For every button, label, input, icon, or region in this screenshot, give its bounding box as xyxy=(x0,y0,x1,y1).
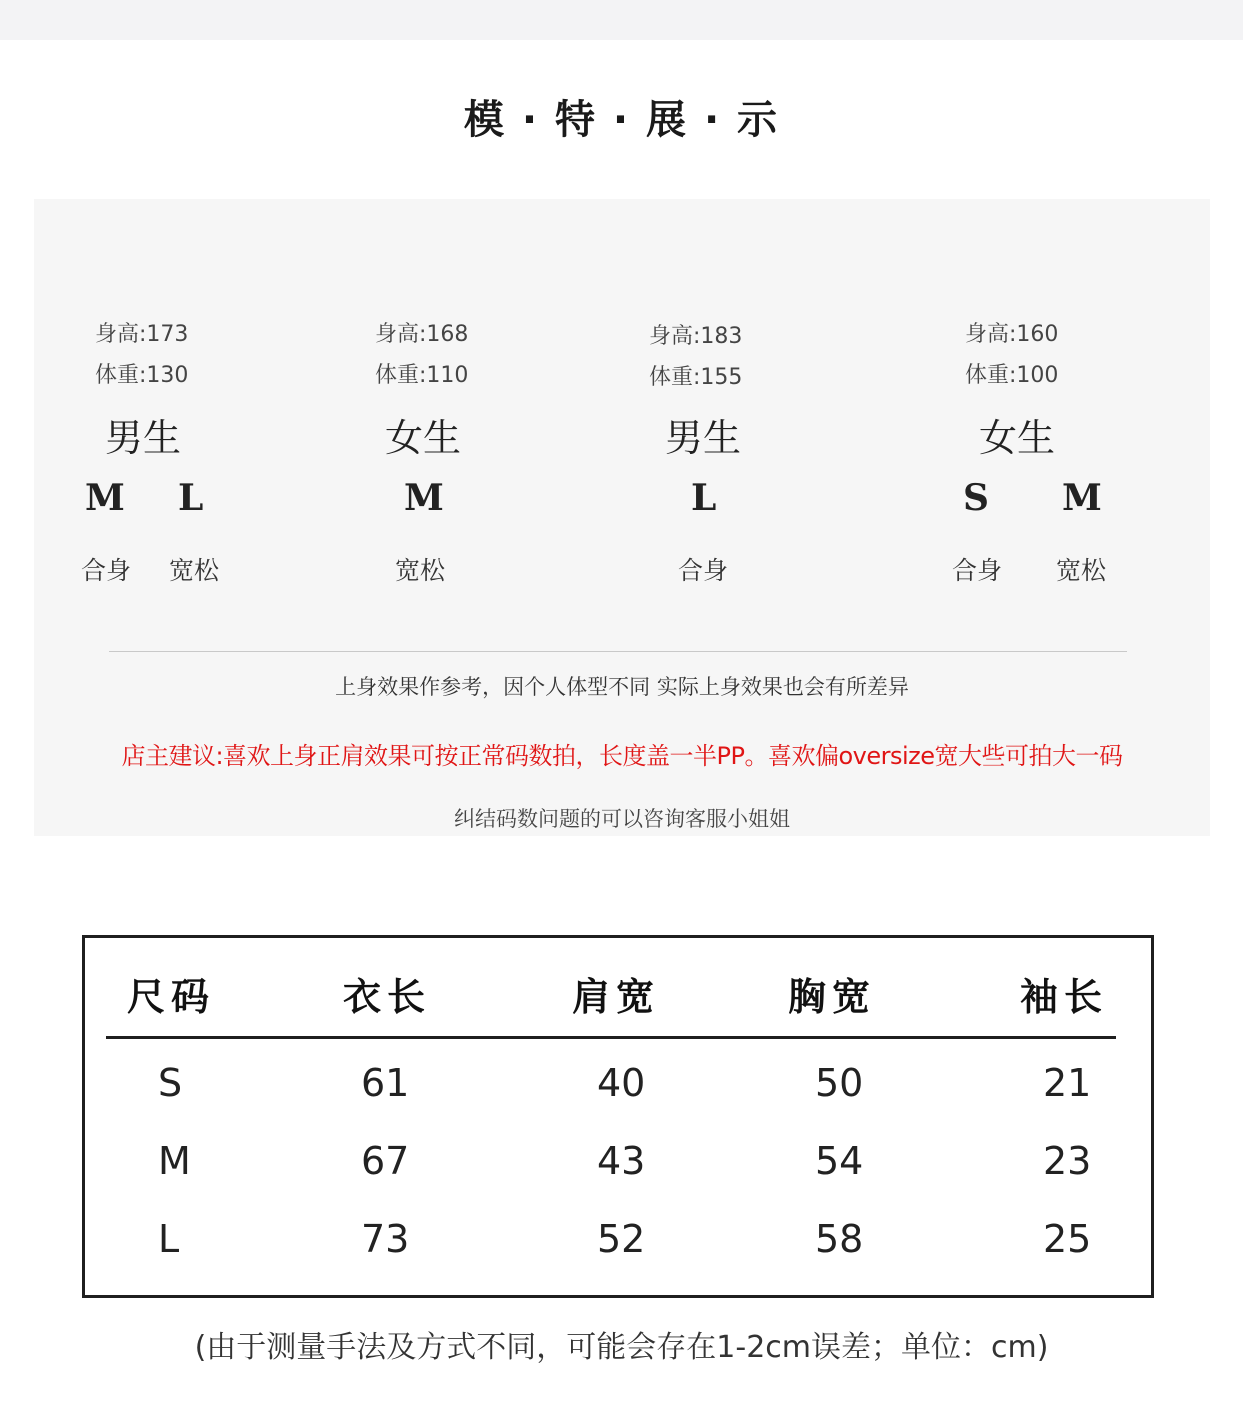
table-header-chest: 胸宽 xyxy=(788,975,877,1019)
table-cell: 43 xyxy=(597,1139,646,1183)
table-cell: 58 xyxy=(815,1217,864,1261)
model-height: 身高:168 xyxy=(375,322,469,347)
table-cell: M xyxy=(158,1139,191,1183)
fit-reference-note: 上身效果作参考，因个人体型不同 实际上身效果也会有所差异 xyxy=(335,675,909,699)
model-fit: 宽松 xyxy=(169,556,220,585)
table-cell: 54 xyxy=(815,1139,864,1183)
table-cell: 40 xyxy=(597,1061,646,1105)
size-table xyxy=(82,935,1154,1298)
model-size: M xyxy=(85,477,125,519)
table-header-sleeve: 袖长 xyxy=(1020,975,1109,1019)
table-cell: 52 xyxy=(597,1217,646,1261)
top-strip xyxy=(0,0,1243,40)
model-fit: 合身 xyxy=(81,556,132,585)
model-weight: 体重:110 xyxy=(375,363,469,388)
customer-service-note: 纠结码数问题的可以咨询客服小姐姐 xyxy=(454,807,790,831)
model-height: 身高:183 xyxy=(649,324,743,349)
model-size: L xyxy=(691,477,717,519)
table-header-shoulder: 肩宽 xyxy=(572,975,661,1019)
model-gender: 男生 xyxy=(105,416,182,460)
model-weight: 体重:100 xyxy=(965,363,1059,388)
model-height: 身高:173 xyxy=(95,322,189,347)
model-fit: 宽松 xyxy=(395,556,446,585)
model-weight: 体重:130 xyxy=(95,363,189,388)
table-cell: S xyxy=(158,1061,183,1105)
table-cell: 67 xyxy=(361,1139,410,1183)
model-size: S xyxy=(963,477,989,519)
model-size: L xyxy=(178,477,204,519)
table-cell: 61 xyxy=(361,1061,410,1105)
table-cell: 23 xyxy=(1043,1139,1092,1183)
model-fit: 合身 xyxy=(952,556,1003,585)
model-gender: 女生 xyxy=(385,416,462,460)
model-weight: 体重:155 xyxy=(649,365,743,390)
model-gender: 女生 xyxy=(979,416,1056,460)
model-size: M xyxy=(1062,477,1102,519)
table-cell: 21 xyxy=(1043,1061,1092,1105)
table-header-size: 尺码 xyxy=(127,975,216,1019)
model-fit: 合身 xyxy=(678,556,729,585)
table-header-length: 衣长 xyxy=(343,975,432,1019)
header-rule xyxy=(106,1036,1116,1039)
table-cell: 25 xyxy=(1043,1217,1092,1261)
model-height: 身高:160 xyxy=(965,322,1059,347)
page-title: 模 · 特 · 展 · 示 xyxy=(463,97,780,143)
model-fit: 宽松 xyxy=(1056,556,1107,585)
divider xyxy=(109,651,1127,652)
shop-advice-note: 店主建议:喜欢上身正肩效果可按正常码数拍，长度盖一半PP。喜欢偏oversize宽大些可拍大一码 xyxy=(121,742,1123,770)
model-gender: 男生 xyxy=(665,416,742,460)
table-cell: L xyxy=(158,1217,180,1261)
model-showcase-panel xyxy=(34,199,1210,836)
model-size: M xyxy=(404,477,444,519)
table-cell: 50 xyxy=(815,1061,864,1105)
measurement-footnote: (由于测量手法及方式不同，可能会存在1-2cm误差；单位：cm) xyxy=(194,1330,1049,1365)
table-cell: 73 xyxy=(361,1217,410,1261)
